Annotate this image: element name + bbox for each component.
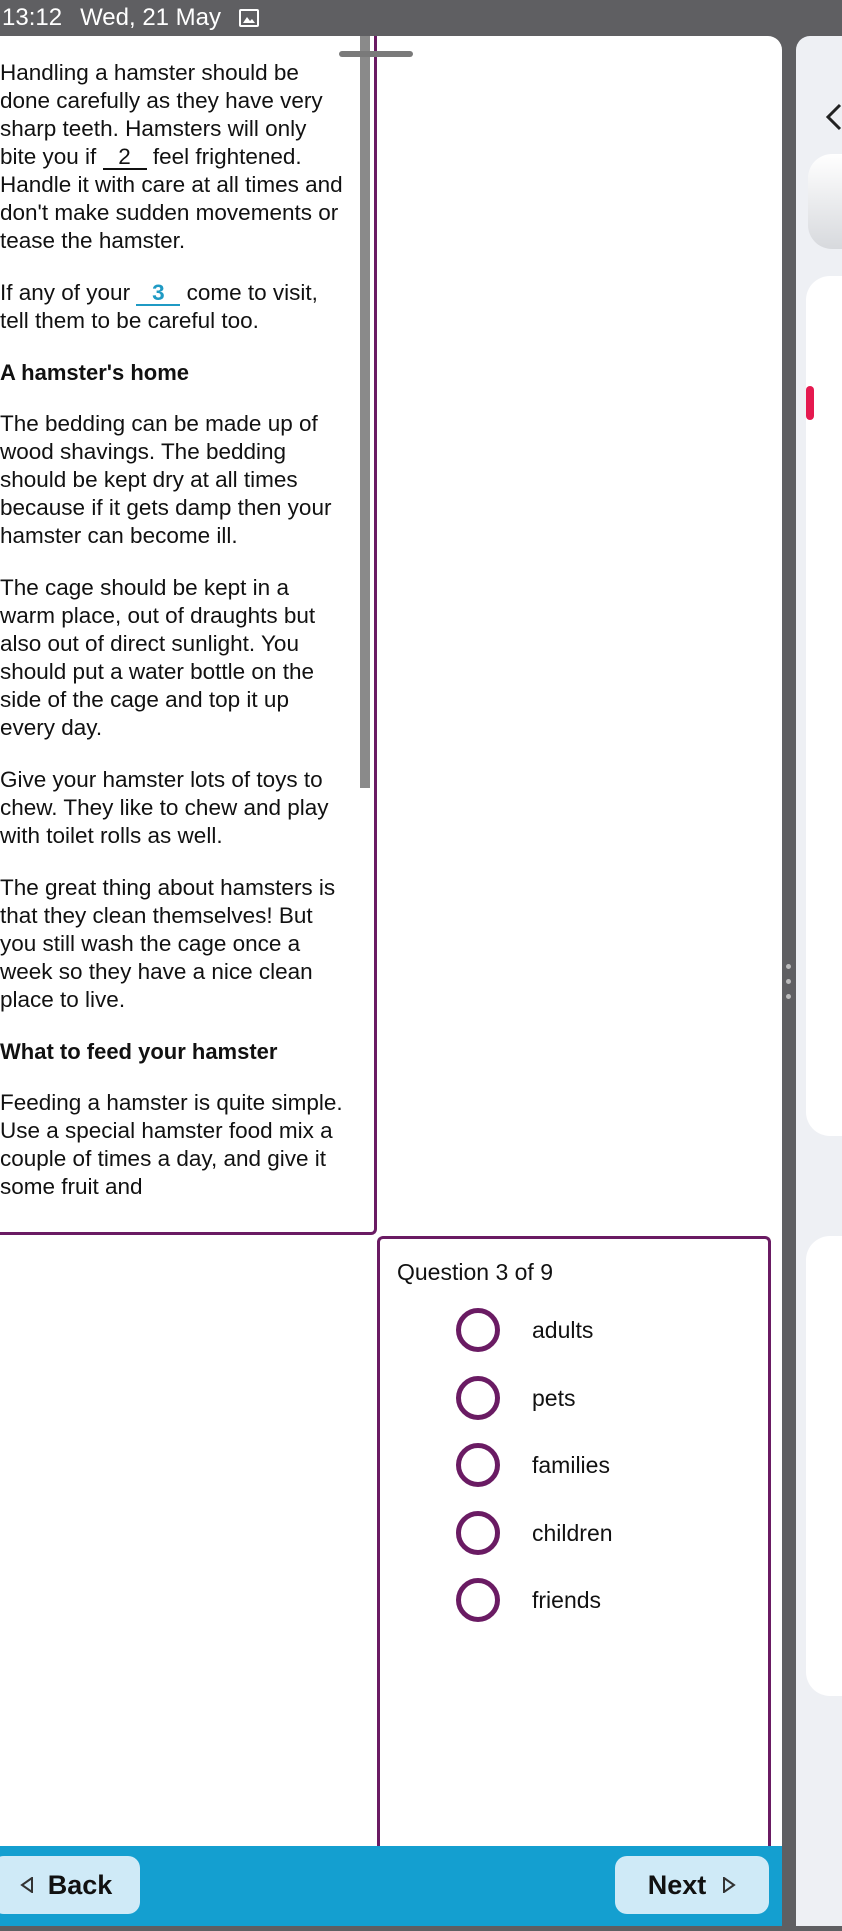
side-thumbnail[interactable] xyxy=(808,154,842,249)
radio-button[interactable] xyxy=(456,1443,500,1487)
radio-button[interactable] xyxy=(456,1376,500,1420)
reading-text xyxy=(0,59,346,1225)
gap-2[interactable]: 2 xyxy=(103,146,147,170)
back-label: Back xyxy=(47,1869,113,1900)
status-bar xyxy=(0,0,842,36)
bottom-edge xyxy=(0,1926,842,1931)
back-button[interactable] xyxy=(0,1856,140,1914)
paragraph-bedding: The bedding can be made up of wood shavings. The bedding should be kept dry at all times because if it gets damp then your hamster can become ill. xyxy=(0,411,332,548)
option-families[interactable] xyxy=(456,1437,756,1493)
option-label: families xyxy=(532,1451,610,1478)
heading-home: A hamster's home xyxy=(0,360,190,385)
option-pets[interactable] xyxy=(456,1370,756,1426)
option-label: friends xyxy=(532,1586,602,1613)
image-icon xyxy=(239,9,259,27)
paragraph-cage: The cage should be kept in a warm place, out of draughts but also out of direct sunlight. You should put a water bottle on the side of the cage and top it up every day. xyxy=(0,575,316,740)
paragraph-handling: Handling a hamster should be done carefully as they have very sharp teeth. Hamsters will only bite you if 2 feel frightened. Handle it with care at all times and don't make sudden movements or tease the hamster. xyxy=(0,60,343,253)
option-friends[interactable] xyxy=(456,1572,756,1628)
heading-feed: What to feed your hamster xyxy=(0,1039,278,1064)
quiz-panel xyxy=(0,36,782,1926)
side-marker xyxy=(806,386,814,420)
side-card xyxy=(806,1236,842,1696)
question-pane xyxy=(377,1236,771,1926)
split-divider-handle[interactable] xyxy=(786,964,792,1004)
radio-button[interactable] xyxy=(456,1578,500,1622)
radio-button[interactable] xyxy=(456,1308,500,1352)
triangle-left-icon xyxy=(20,1877,34,1893)
reading-scrollbar[interactable] xyxy=(360,36,370,788)
next-label: Next xyxy=(647,1869,707,1900)
option-children[interactable] xyxy=(456,1505,756,1561)
next-button[interactable] xyxy=(615,1856,769,1914)
question-counter: Question 3 of 9 xyxy=(397,1259,553,1285)
option-label: children xyxy=(532,1519,613,1546)
paragraph-toys: Give your hamster lots of toys to chew. They like to chew and play with toilet rolls as well. xyxy=(0,767,329,848)
reading-pane[interactable] xyxy=(0,36,377,1235)
paragraph-visitors: If any of your 3 come to visit, tell them to be careful too. xyxy=(0,280,318,333)
status-date: Wed, 21 May xyxy=(80,4,222,31)
option-label: pets xyxy=(532,1384,576,1411)
triangle-right-icon xyxy=(722,1877,736,1893)
paragraph-feeding: Feeding a hamster is quite simple. Use a special hamster food mix a couple of times a day, and give it some fruit and xyxy=(0,1090,343,1199)
status-time: 13:12 xyxy=(2,4,63,31)
radio-button[interactable] xyxy=(456,1511,500,1555)
option-label: adults xyxy=(532,1316,594,1343)
chevron-left-icon[interactable] xyxy=(824,102,842,137)
option-adults[interactable] xyxy=(456,1302,756,1358)
gap-3[interactable]: 3 xyxy=(136,282,180,306)
side-panel xyxy=(796,36,842,1926)
drag-handle[interactable] xyxy=(339,51,413,57)
navigation-bar xyxy=(0,1846,782,1926)
paragraph-clean: The great thing about hamsters is that they clean themselves! But you still wash the cage once a week so they have a nice clean place to live. xyxy=(0,875,336,1012)
